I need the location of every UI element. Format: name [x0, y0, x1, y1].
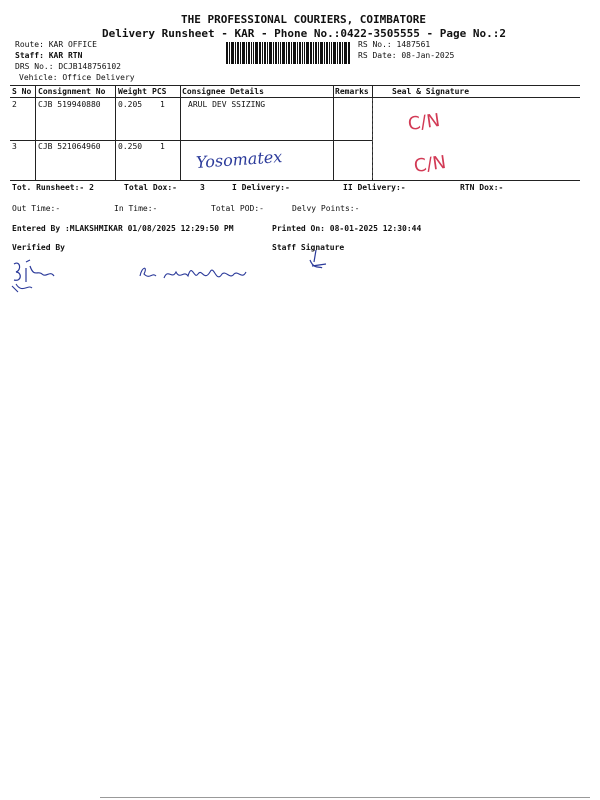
header-remarks: Remarks	[335, 87, 369, 96]
header-seal-signature: Seal & Signature	[392, 87, 470, 96]
row1-consignee: ARUL DEV SSIZING	[188, 100, 266, 109]
seal-dashed-divider	[372, 98, 373, 178]
header-consignee: Consignee Details	[182, 87, 264, 96]
runsheet-title: Delivery Runsheet - KAR - Phone No.:0422-3505555 - Page No.:2	[102, 27, 506, 40]
staff-signature-label: Staff Signature	[272, 243, 345, 252]
rs-number: RS No.: 1487561	[358, 40, 431, 49]
row1-seal-mark: C/N	[406, 109, 442, 136]
ii-delivery-label: II Delivery:-	[343, 183, 406, 192]
verified-signature	[8, 256, 64, 296]
rs-date: RS Date: 08-Jan-2025	[358, 51, 455, 60]
row2-consignment: CJB 521064960	[38, 142, 101, 151]
company-name: THE PROFESSIONAL COURIERS, COIMBATORE	[181, 13, 427, 26]
header-consignment: Consignment No	[38, 87, 106, 96]
i-delivery-label: I Delivery:-	[232, 183, 290, 192]
route-label: Route: KAR OFFICE	[15, 40, 97, 49]
header-sno: S No	[12, 87, 32, 96]
row2-sno: 3	[12, 142, 17, 151]
row1-sno: 2	[12, 100, 17, 109]
col-divider	[115, 85, 116, 180]
verified-by-label: Verified By	[12, 243, 65, 252]
staff-label: Staff: KAR RTN	[15, 51, 83, 60]
staff-signature-mark	[304, 248, 332, 274]
printed-on: Printed On: 08-01-2025 12:30:44	[272, 224, 422, 233]
row1-pcs: 1	[160, 100, 165, 109]
total-pod-label: Total POD:-	[211, 204, 264, 213]
col-divider	[35, 85, 36, 180]
col-divider	[180, 85, 181, 180]
barcode-image	[226, 42, 350, 64]
row2-seal-mark: C/N	[412, 151, 448, 178]
row2-pcs: 1	[160, 142, 165, 151]
entered-by: Entered By :MLAKSHMIKAR 01/08/2025 12:29:50 PM	[12, 224, 234, 233]
table-bottom-border	[10, 180, 580, 181]
col-divider	[333, 85, 334, 180]
page-bottom-rule	[100, 797, 590, 798]
table-top-border	[10, 85, 580, 86]
row-divider	[10, 140, 372, 141]
header-pcs: PCS	[152, 87, 167, 96]
vehicle-label: Vehicle: Office Delivery	[19, 73, 135, 82]
table-header-divider	[10, 97, 580, 98]
verifier-signature	[136, 258, 252, 286]
total-dox-value: 3	[200, 183, 205, 192]
row2-weight: 0.250	[118, 142, 143, 151]
row1-weight: 0.205	[118, 100, 143, 109]
out-time-label: Out Time:-	[12, 204, 61, 213]
row2-handwritten-consignee: Yosomatex	[195, 147, 283, 172]
drs-number: DRS No.: DCJB148756102	[15, 62, 121, 71]
total-dox-label: Total Dox:-	[124, 183, 177, 192]
in-time-label: In Time:-	[114, 204, 158, 213]
total-runsheet: Tot. Runsheet:- 2	[12, 183, 94, 192]
rtn-dox-label: RTN Dox:-	[460, 183, 504, 192]
header-weight: Weight	[118, 87, 147, 96]
delvy-points-label: Delvy Points:-	[292, 204, 360, 213]
row1-consignment: CJB 519940880	[38, 100, 101, 109]
